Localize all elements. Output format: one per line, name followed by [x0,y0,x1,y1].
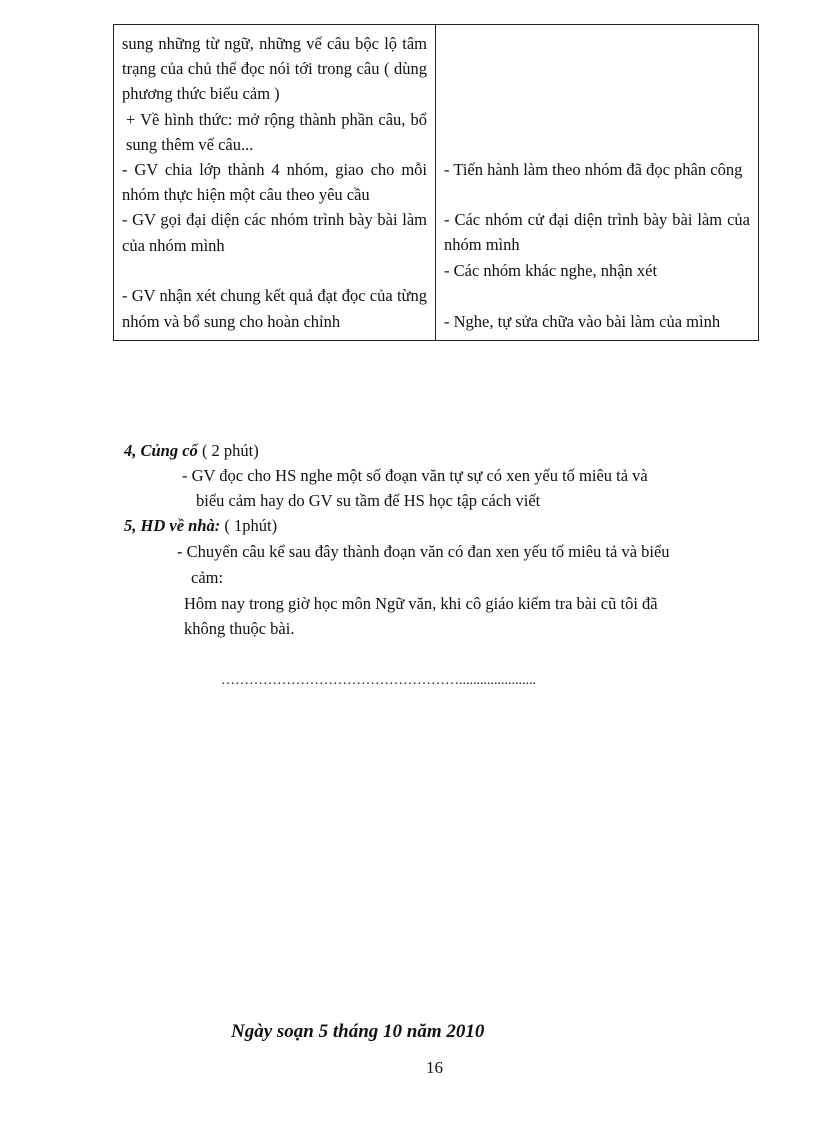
teacher-text: - GV gọi đại diện các nhóm trình bày bài làm của nhóm mình [122,210,427,255]
homework-item-cont: cảm: [191,568,224,587]
teacher-text: sung những từ ngữ, những vế câu bộc lộ tâm trạng của chủ thể đọc nói tới trong câu ( dùng phương thức biểu cảm ) [122,34,427,104]
teacher-text: + Về hình thức: mở rộng thành phần câu, bổ sung thêm vế câu... [126,109,427,154]
teacher-text: - GV chia lớp thành 4 nhóm, giao cho mỗi nhóm thực hiện một câu theo yêu cầu [122,160,427,205]
consolidation-heading-line [124,438,259,463]
homework-heading-line [124,513,277,538]
homework-sentence-cont: không thuộc bài. [184,619,295,638]
section-duration: ( 2 phút) [201,441,259,460]
homework-item: - Chuyển câu kể sau đây thành đoạn văn có đan xen yếu tố miêu tả và biểu [177,542,670,561]
consolidation-item: - GV đọc cho HS nghe một số đoạn văn tự sự có xen yếu tố miêu tả và [182,466,648,485]
teacher-text: - GV nhận xét chung kết quả đạt đọc của từng nhóm và bổ sung cho hoàn chỉnh [122,286,427,331]
student-activity-cell [436,25,759,341]
section-heading: 4, Củng cố [124,441,198,460]
consolidation-item-cont: biểu cảm hay do GV su tầm để HS học tập cách viết [196,491,541,510]
student-text: - Tiến hành làm theo nhóm đã đọc phân công [444,160,743,179]
student-text: - Các nhóm cử đại diện trình bày bài làm của nhóm mình [444,210,750,255]
student-text: - Các nhóm khác nghe, nhận xét [444,260,658,280]
section-heading: 5, HD về nhà: [124,516,221,535]
homework-sentence: Hôm nay trong giờ học môn Ngữ văn, khi cô giáo kiểm tra bài cũ tôi đã [184,594,658,613]
preparation-date: Ngày soạn 5 tháng 10 năm 2010 [231,1021,485,1042]
section-duration: ( 1phút) [224,516,278,535]
student-text: - Nghe, tự sửa chữa vào bài làm của mình [444,311,721,331]
page-number: 16 [426,1058,443,1077]
teacher-activity-cell [114,25,436,341]
table-row [114,25,759,341]
lesson-table [113,24,759,341]
separator-dots: ……………………………………………...................... [221,673,536,688]
